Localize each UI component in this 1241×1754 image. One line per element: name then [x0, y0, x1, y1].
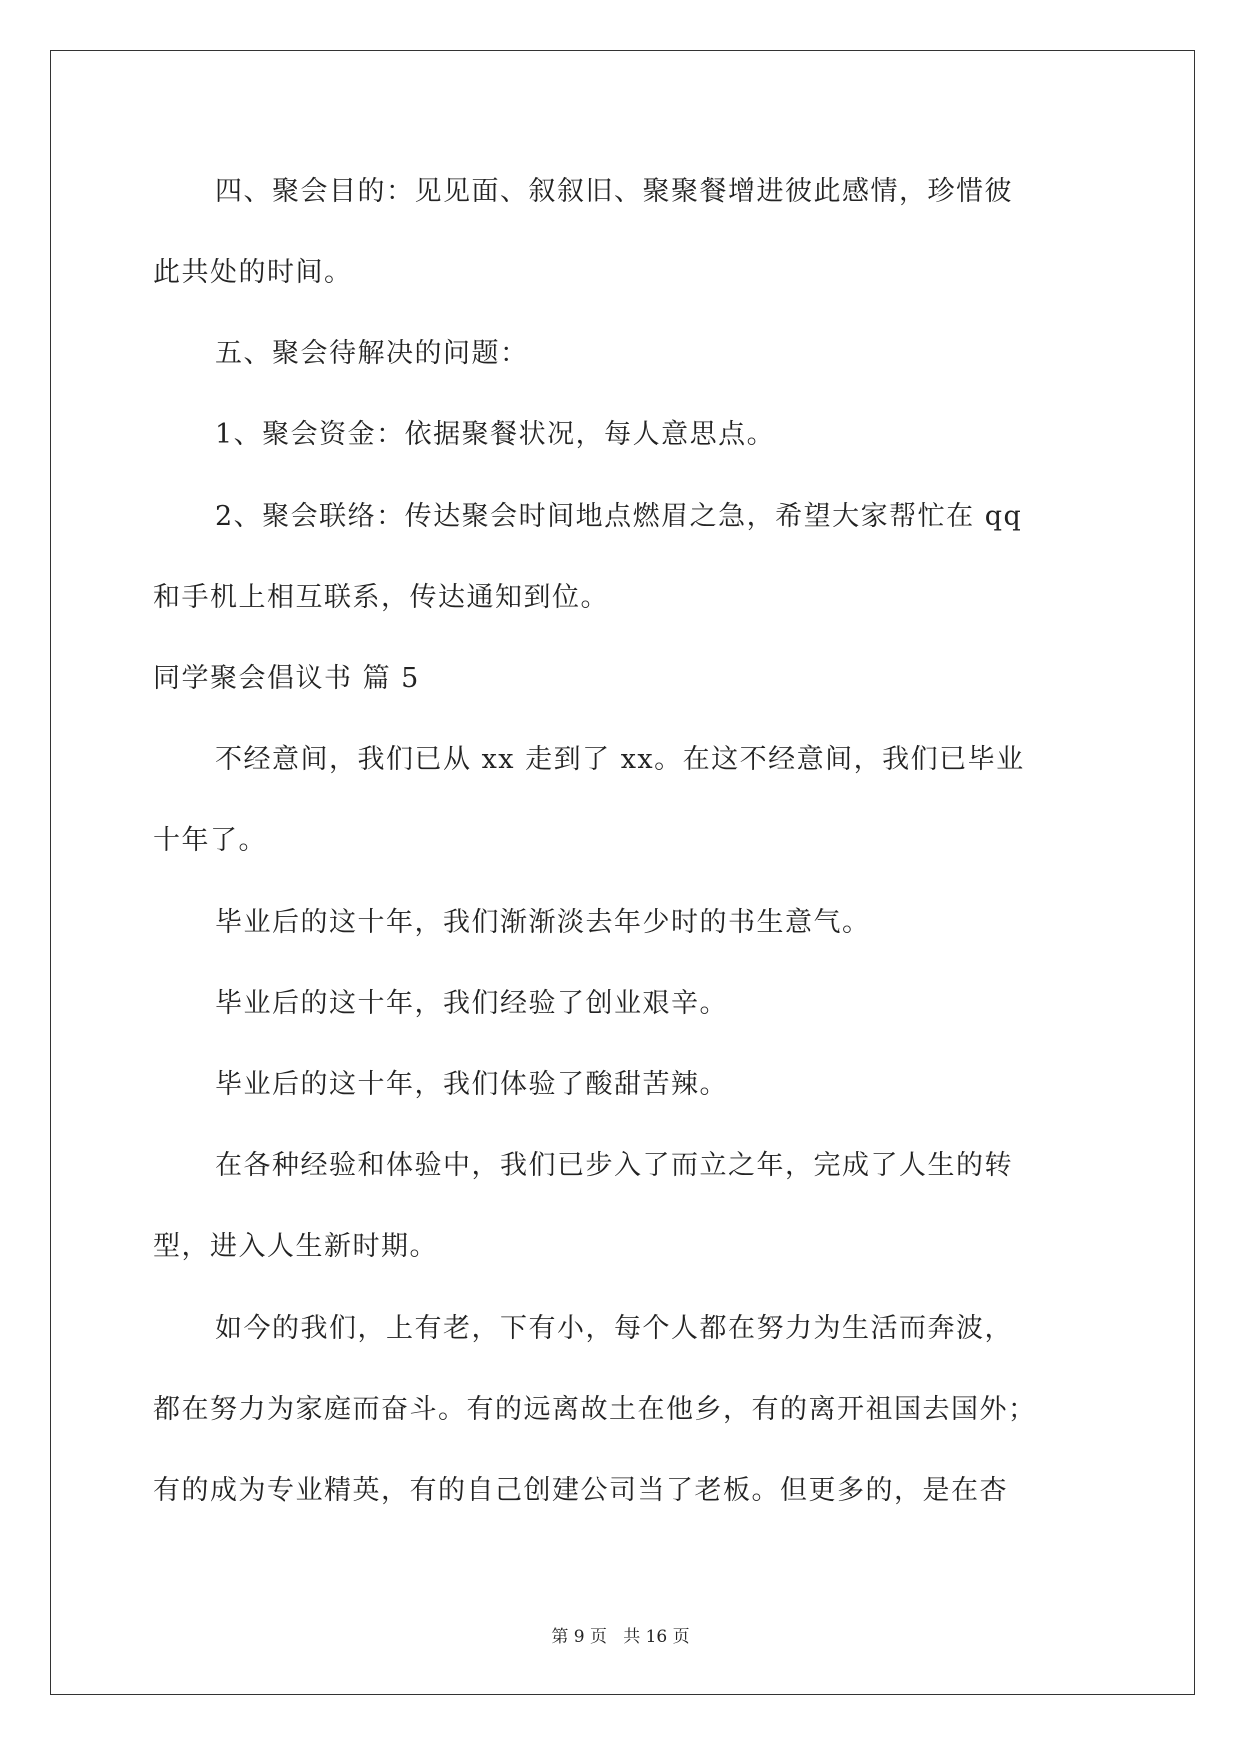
paragraph-purpose-line-1: 四、聚会目的：见见面、叙叙旧、聚聚餐增进彼此感情，珍惜彼	[215, 176, 1013, 207]
paragraph-intro-line-1: 不经意间，我们已从 xx 走到了 xx。在这不经意间，我们已毕业	[215, 744, 1025, 775]
paragraph-now-line-3: 有的成为专业精英，有的自己创建公司当了老板。但更多的，是在杏	[153, 1475, 1008, 1506]
paragraph-intro-line-2: 十年了。	[153, 825, 267, 856]
paragraph-now-line-1: 如今的我们，上有老，下有小，每个人都在努力为生活而奔波，	[215, 1313, 1013, 1344]
paragraph-decade-3: 毕业后的这十年，我们体验了酸甜苦辣。	[215, 1069, 728, 1100]
section-heading: 同学聚会倡议书 篇 5	[153, 663, 420, 694]
paragraph-now-line-2: 都在努力为家庭而奋斗。有的远离故土在他乡，有的离开祖国去国外；	[153, 1394, 1037, 1425]
paragraph-decade-2: 毕业后的这十年，我们经验了创业艰辛。	[215, 988, 728, 1019]
page-number: 第 9 页 共 16 页	[551, 1627, 690, 1647]
paragraph-funds: 1、聚会资金：依据聚餐状况，每人意思点。	[215, 419, 776, 450]
paragraph-decade-1: 毕业后的这十年，我们渐渐淡去年少时的书生意气。	[215, 907, 871, 938]
paragraph-purpose-line-2: 此共处的时间。	[153, 257, 353, 288]
paragraph-transition-line-2: 型，进入人生新时期。	[153, 1231, 438, 1262]
paragraph-contact-line-2: 和手机上相互联系，传达通知到位。	[153, 582, 609, 613]
paragraph-issues-heading: 五、聚会待解决的问题：	[215, 338, 529, 369]
page-border	[50, 50, 1195, 1695]
paragraph-contact-line-1: 2、聚会联络：传达聚会时间地点燃眉之急，希望大家帮忙在 qq	[215, 501, 1023, 532]
paragraph-transition-line-1: 在各种经验和体验中，我们已步入了而立之年，完成了人生的转	[215, 1150, 1013, 1181]
